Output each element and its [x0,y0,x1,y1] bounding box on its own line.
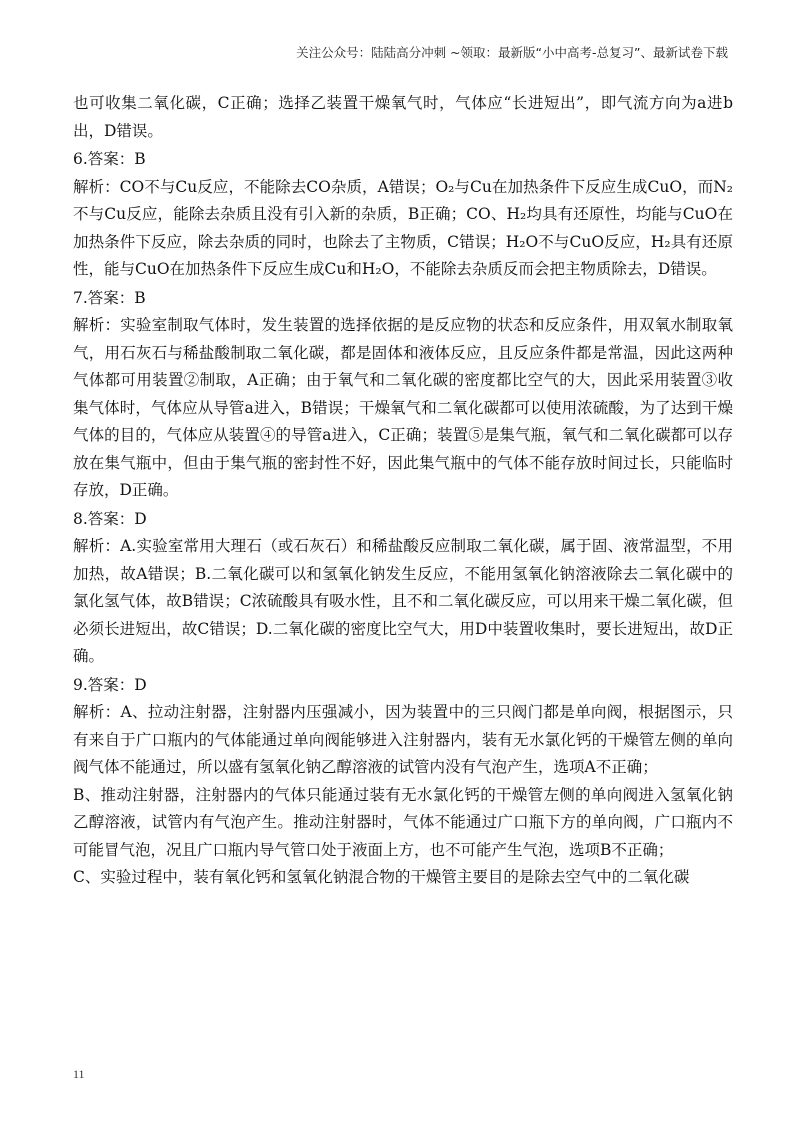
page-header: 关注公众号：陆陆高分冲刺 ~领取：最新版“小中高考-总复习”、最新试卷下载 [296,45,728,60]
answer-8: 8.答案：D [73,509,147,528]
answer-7: 7.答案：B [73,288,146,307]
paragraph-continuation: 也可收集二氧化碳，C正确；选择乙装置干燥氧气时，气体应“长进短出”，即气流方向为a进b出，D错误。 [73,94,733,140]
explanation-9-b: B、推动注射器，注射器内的气体只能通过装有无水氯化钙的干燥管左侧的单向阀进入氢氧化钠乙醇溶液，试管内有气泡产生。推动注射器时，气体不能通过广口瓶下方的单向阀，广口瓶内不可能冒气泡，况且广口瓶内导气管口处于液面上方，也不可能产生气泡，选项B不正确； [73,785,733,859]
explanation-6: 解析：CO不与Cu反应，不能除去CO杂质，A错误；O₂与Cu在加热条件下反应生成CuO，而N₂不与Cu反应，能除去杂质且没有引入新的杂质，B正确；CO、H₂均具有还原性，均能与CuO在加热条件下反应，除去杂质的同时，也除去了主物质，C错误；H₂O不与CuO反应，H₂具有还原性，能与CuO在加热条件下反应生成Cu和H₂O，不能除去杂质反而会把主物质除去，D错误。 [73,177,733,278]
explanation-8: 解析：A.实验室常用大理石（或石灰石）和稀盐酸反应制取二氧化碳，属于固、液常温型，不用加热，故A错误；B.二氧化碳可以和氢氧化钠发生反应，不能用氢氧化钠溶液除去二氧化碳中的氯化氢气体，故B错误；C浓硫酸具有吸水性，且不和二氧化碳反应，可以用来干燥二氧化碳，但必须长进短出，故C错误；D.二氧化碳的密度比空气大，用D中装置收集时，要长进短出，故D正确。 [73,537,733,665]
answer-6: 6.答案：B [73,150,146,168]
answer-9: 9.答案：D [73,675,147,694]
explanation-9-c: C、实验过程中，装有氧化钙和氢氧化钠混合物的干燥管主要目的是除去空气中的二氧化碳 [73,868,690,886]
explanation-9-a: 解析：A、拉动注射器，注射器内压强减小，因为装置中的三只阀门都是单向阀，根据图示，只有来自于广口瓶内的气体能通过单向阀能够进入注射器内，装有无水氯化钙的干燥管左侧的单向阀气体不能通过，所以盛有氢氧化钠乙醇溶液的试管内没有气泡产生，选项A不正确； [73,703,733,776]
document-body [73,90,733,892]
explanation-7: 解析：实验室制取气体时，发生装置的选择依据的是反应物的状态和反应条件，用双氧水制取氧气，用石灰石与稀盐酸制取二氧化碳，都是固体和液体反应，且反应条件都是常温，因此这两种气体都可用装置②制取，A正确；由于氧气和二氧化碳的密度都比空气的大，因此采用装置③收集气体时，气体应从导管a进入，B错误；干燥氧气和二氧化碳都可以使用浓硫酸，为了达到干燥气体的目的，气体应从装置④的导管a进入，C正确；装置⑤是集气瓶，氧气和二氧化碳都可以存放在集气瓶中，但由于集气瓶的密封性不好，因此集气瓶中的气体不能存放时间过长，只能临时存放，D正确。 [73,316,733,499]
page-number: 11 [73,1067,85,1081]
